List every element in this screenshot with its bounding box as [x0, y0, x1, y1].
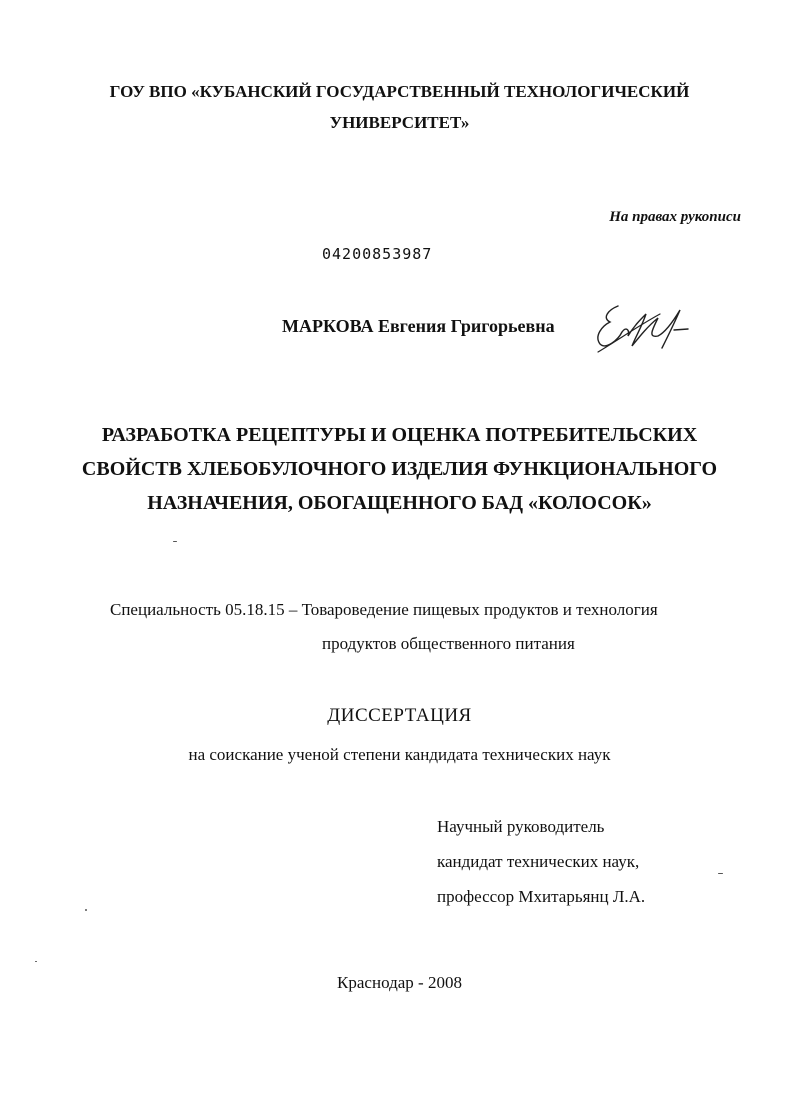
scan-speck — [85, 909, 87, 911]
thesis-title-line-2: СВОЙСТВ ХЛЕБОБУЛОЧНОГО ИЗДЕЛИЯ ФУНКЦИОНАЛЬНОГО — [81, 458, 718, 480]
university-line-2: УНИВЕРСИТЕТ» — [329, 113, 470, 132]
thesis-title-line-3: НАЗНАЧЕНИЯ, ОБОГАЩЕННОГО БАД «КОЛОСОК» — [147, 492, 652, 514]
rights-notice: На правах рукописи — [609, 209, 741, 225]
degree-statement: на соискание ученой степени кандидата технических наук — [188, 745, 611, 764]
university-line-1: ГОУ ВПО «КУБАНСКИЙ ГОСУДАРСТВЕННЫЙ ТЕХНОЛОГИЧЕСКИЙ — [109, 82, 690, 101]
scan-speck — [173, 541, 177, 542]
supervisor-degree: кандидат технических наук, — [437, 852, 640, 871]
supervisor-name: профессор Мхитарьянц Л.А. — [437, 887, 646, 906]
thesis-title-line-1: РАЗРАБОТКА РЕЦЕПТУРЫ И ОЦЕНКА ПОТРЕБИТЕЛЬСКИХ — [101, 424, 698, 446]
scan-speck — [718, 873, 723, 874]
registration-number: 04200853987 — [322, 245, 433, 263]
specialty-line-1: Специальность 05.18.15 – Товароведение пищевых продуктов и технология — [110, 600, 658, 619]
author-signature — [588, 296, 698, 358]
place-and-year: Краснодар - 2008 — [337, 973, 462, 992]
document-type: ДИССЕРТАЦИЯ — [327, 705, 472, 726]
supervisor-role: Научный руководитель — [437, 817, 605, 836]
specialty-line-2: продуктов общественного питания — [322, 634, 575, 653]
author-name: МАРКОВА Евгения Григорьевна — [282, 316, 555, 336]
scan-speck — [35, 961, 37, 962]
